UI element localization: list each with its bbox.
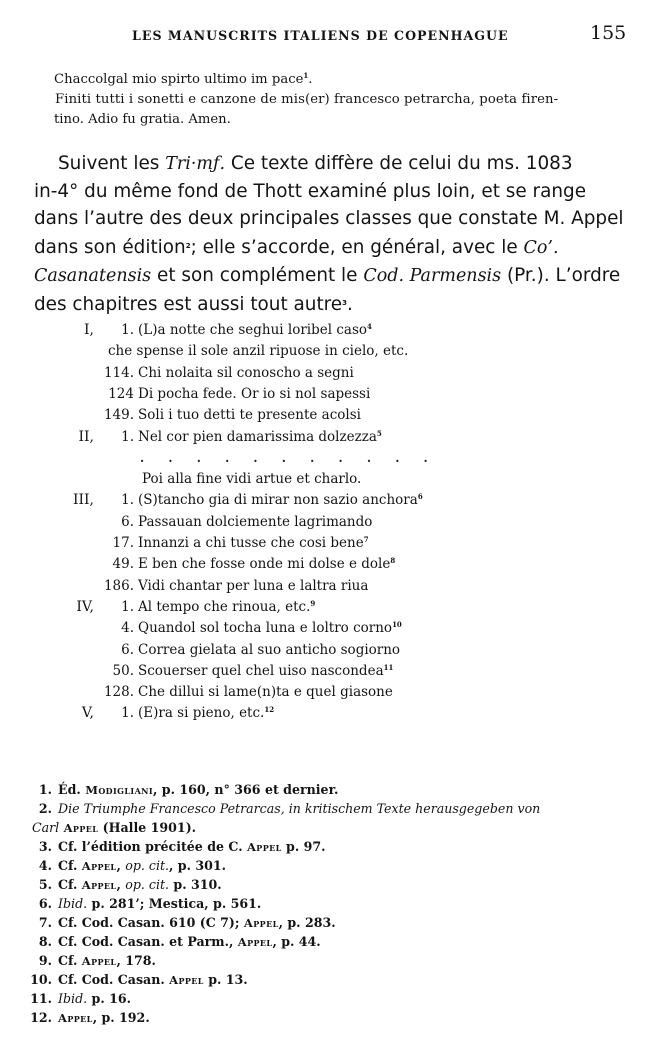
verse-line [0, 322, 650, 343]
footnote-2: 2. Die Triumphe Francesco Petrarcas, in kritischem Texte herausgegeben von [38, 801, 541, 816]
footnote-3: 3. Cf. l’édition précitée de C. Appel p. 97. [38, 839, 326, 854]
verse-line [0, 386, 650, 407]
verse-line [0, 663, 650, 684]
footnote-12: 12. Appel, p. 192. [30, 1010, 150, 1025]
closing-line: Chaccolgal mio spirto ultimo im pace$^1$. [54, 71, 313, 87]
verse-line [0, 492, 650, 513]
running-title: LES MANUSCRITS ITALIENS DE COPENHAGUE [132, 28, 509, 43]
chapter-number: II, [78, 429, 94, 445]
verse-text: che spense il sole anzil ripuose in cielo, etc. [108, 343, 409, 359]
footnote-9: 9. Cf. Appel, 178. [38, 953, 156, 968]
footnote-ref: 1 [303, 71, 309, 80]
verse-number: 128. [103, 684, 134, 700]
verse-line [0, 365, 650, 386]
chapter-number: IV, [76, 599, 94, 615]
verse-text: (E)ra si pieno, etc.$^{12}$ [138, 705, 275, 721]
verse-number: 6. [121, 514, 134, 530]
closing-line: Finiti tutti i sonetti e canzone de mis(er) francesco petrarcha, poeta firen- [55, 92, 559, 107]
verse-number: 6. [121, 642, 134, 658]
verse-line [0, 514, 650, 535]
footnote-ref: 9 [310, 599, 316, 608]
verse-line [0, 407, 650, 428]
footnote-ref: 5 [376, 429, 382, 438]
footnote-1: 1. Éd. Modigliani, p. 160, n° 366 et dernier. [38, 782, 339, 797]
footnote-2-continued: Carl Appel (Halle 1901). [32, 820, 197, 835]
verse-text: Nel cor pien damarissima dolzezza$^5$ [138, 429, 382, 445]
footnote-ref: 2 [185, 241, 191, 250]
verse-text: Di pocha fede. Or io si nol sapessi [138, 386, 371, 402]
paragraph-line: des chapitres est aussi tout autre$^3$. [34, 294, 353, 316]
footnote-ref: 12 [264, 705, 275, 714]
footnote-ref: 3 [342, 299, 347, 308]
verse-line [0, 343, 650, 364]
verse-number: 186. [103, 578, 134, 594]
verse-text: Correa gielata al suo anticho sogiorno [138, 642, 401, 658]
verse-number: 1. [121, 599, 134, 615]
verse-number: 17. [112, 535, 134, 551]
footnote-ref: 8 [390, 556, 396, 565]
verse-number: 49. [112, 556, 134, 572]
verse-text: Innanzi a chi tusse che cosi bene$^7$ [138, 535, 369, 551]
verse-text: (L)a notte che seghui loribel caso$^4$ [138, 322, 372, 338]
verse-text: . . . . . . . . . . . [140, 451, 438, 465]
footnote-8: 8. Cf. Cod. Casan. et Parm., Appel, p. 44. [38, 934, 321, 949]
verse-line [0, 684, 650, 705]
verse-number: 1. [121, 705, 134, 721]
paragraph-line: dans son édition$^2$; elle s’accorde, en général, avec le Co’. [34, 236, 559, 258]
verse-text: Che dillui si lame(n)ta e quel giasone [138, 684, 393, 700]
footnote-7: 7. Cf. Cod. Casan. 610 (C 7); Appel, p. 283. [38, 915, 336, 930]
footnote-5: 5. Cf. Appel, op. cit. p. 310. [38, 877, 222, 892]
footnote-10: 10. Cf. Cod. Casan. Appel p. 13. [30, 972, 248, 987]
footnote-ref: 4 [367, 322, 372, 331]
main-paragraph [34, 150, 626, 318]
verse-text: (S)tancho gia di mirar non sazio anchora$^6$ [138, 492, 423, 508]
verse-text: Passauan dolciemente lagrimando [138, 514, 373, 530]
verse-line [0, 620, 650, 641]
verse-line [0, 471, 650, 492]
chapter-number: I, [84, 322, 94, 338]
verse-number: 1. [121, 429, 134, 445]
verse-line [0, 578, 650, 599]
verse-text: Poi alla fine vidi artue et charlo. [142, 471, 362, 487]
verse-line [0, 450, 650, 471]
chapter-number: V, [81, 705, 94, 721]
verse-text: Quandol sol tocha luna e loltro corno$^{10}$ [138, 620, 402, 636]
verse-line [0, 429, 650, 450]
page-number: 155 [590, 22, 627, 44]
verse-text: Scouerser quel chel uiso nascondea$^{11}$ [138, 663, 394, 679]
verse-number: 4. [121, 620, 134, 636]
footnote-6: 6. Ibid. p. 281’; Mestica, p. 561. [38, 896, 262, 911]
footnote-ref: 11 [383, 663, 394, 672]
footnote-ref: 10 [392, 620, 402, 629]
footnote-4: 4. Cf. Appel, op. cit., p. 301. [38, 858, 227, 873]
chapter-number: III, [72, 492, 94, 508]
verse-line [0, 556, 650, 577]
paragraph-line: in-4° du même fond de Thott examiné plus loin, et se range [34, 181, 587, 203]
verse-line [0, 599, 650, 620]
footnote-11: 11. Ibid. p. 16. [30, 991, 132, 1006]
verse-number: 1. [121, 322, 134, 338]
verse-number: 1. [121, 492, 134, 508]
verse-number: 124 [108, 386, 134, 402]
footnote-ref: 7 [363, 535, 369, 544]
paragraph-line: dans l’autre des deux principales classes que constate M. Appel [34, 208, 624, 230]
paragraph-line: Suivent les Tri·mƒ. Ce texte diffère de celui du ms. 1083 [58, 153, 573, 174]
verse-line [0, 705, 650, 726]
closing-line: tino. Adio fu gratia. Amen. [54, 112, 231, 127]
verse-number: 149. [103, 407, 134, 423]
running-header [0, 22, 650, 50]
verse-line [0, 535, 650, 556]
verse-text: Soli i tuo detti te presente acolsi [138, 407, 361, 423]
footnote-ref: 6 [417, 492, 423, 501]
closing-lines [54, 66, 626, 130]
paragraph-line: Casanatensis et son complément le Cod. Parmensis (Pr.). L’ordre [34, 264, 621, 286]
verse-text: E ben che fosse onde mi dolse e dole$^8$ [138, 556, 396, 572]
verse-text: Chi nolaita sil conoscho a segni [138, 365, 354, 381]
verse-text: Al tempo che rinoua, etc.$^9$ [138, 599, 316, 615]
verse-number: 114. [103, 365, 134, 381]
verse-number: 50. [112, 663, 134, 679]
verse-text: Vidi chantar per luna e laltra riua [138, 578, 369, 594]
verse-line [0, 642, 650, 663]
